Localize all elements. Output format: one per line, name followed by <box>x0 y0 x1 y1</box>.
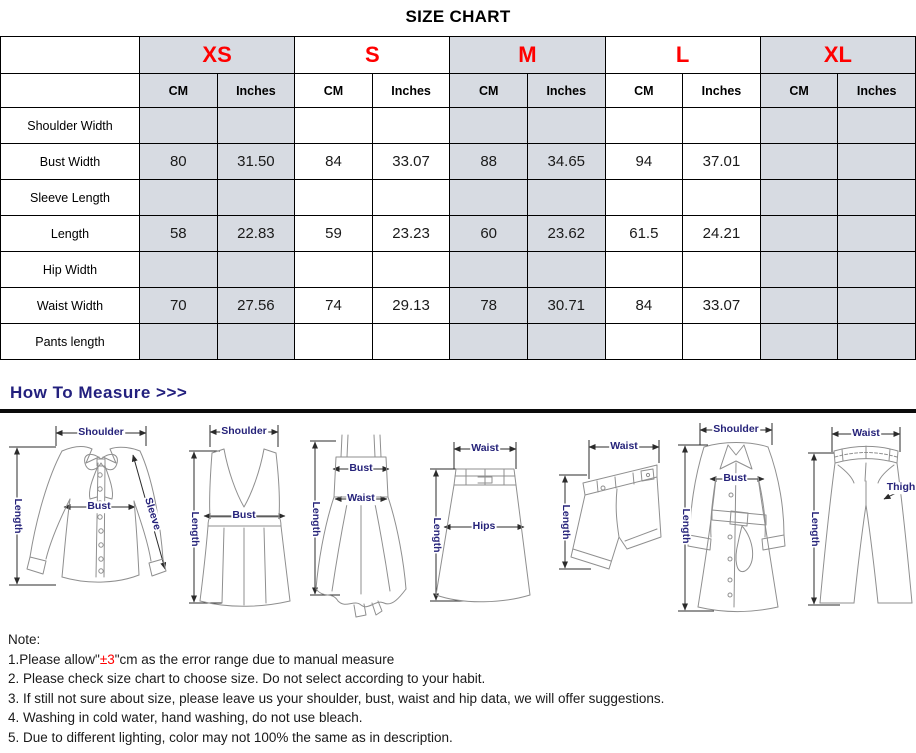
label-shoulder: Shoulder <box>713 423 759 436</box>
label-hips: Hips <box>472 520 496 533</box>
label-thigh: Thigh <box>886 481 916 494</box>
table-cell <box>295 108 373 144</box>
how-to-measure-heading: How To Measure >>> <box>10 383 188 402</box>
table-cell <box>140 108 218 144</box>
table-cell <box>450 252 528 288</box>
table-cell <box>760 252 838 288</box>
unit-header-inches: Inches <box>372 74 450 108</box>
table-cell <box>683 324 761 360</box>
dress-sketch <box>306 419 416 619</box>
table-row <box>1 324 916 360</box>
table-cell: 29.13 <box>372 288 450 324</box>
table-cell <box>760 180 838 216</box>
label-waist: Waist <box>471 442 499 455</box>
table-cell <box>760 216 838 252</box>
label-length: Length <box>808 511 821 547</box>
table-cell <box>605 108 683 144</box>
table-cell <box>527 108 605 144</box>
label-waist: Waist <box>852 427 880 440</box>
figure-pants <box>804 419 916 619</box>
table-cell <box>217 180 295 216</box>
table-cell <box>372 180 450 216</box>
table-cell <box>527 180 605 216</box>
unit-header-inches: Inches <box>683 74 761 108</box>
size-header-row <box>1 37 916 74</box>
table-cell: 24.21 <box>683 216 761 252</box>
table-cell <box>760 324 838 360</box>
table-cell <box>527 252 605 288</box>
corner-cell <box>1 74 140 108</box>
unit-header-inches: Inches <box>217 74 295 108</box>
notes-heading: Note: <box>8 632 41 647</box>
table-row <box>1 216 916 252</box>
row-label: Sleeve Length <box>1 180 140 216</box>
figure-blouse <box>4 419 182 619</box>
table-cell <box>140 180 218 216</box>
row-label: Pants length <box>1 324 140 360</box>
figure-tank-top <box>186 419 304 619</box>
table-cell <box>450 180 528 216</box>
table-cell <box>295 252 373 288</box>
table-cell: 23.23 <box>372 216 450 252</box>
figure-shorts <box>545 419 665 619</box>
size-header-xl: XL <box>760 37 915 74</box>
table-cell <box>838 108 916 144</box>
table-row <box>1 252 916 288</box>
table-cell <box>450 108 528 144</box>
unit-header-cm: CM <box>605 74 683 108</box>
table-row <box>1 180 916 216</box>
table-cell <box>450 324 528 360</box>
label-length: Length <box>430 517 443 553</box>
label-sleeve: Sleeve <box>142 496 164 532</box>
table-cell <box>838 252 916 288</box>
table-cell <box>605 252 683 288</box>
size-header-m: M <box>450 37 605 74</box>
unit-header-inches: Inches <box>527 74 605 108</box>
table-cell: 88 <box>450 144 528 180</box>
page-title: SIZE CHART <box>405 7 511 26</box>
size-header-s: S <box>295 37 450 74</box>
table-cell <box>760 108 838 144</box>
unit-header-cm: CM <box>140 74 218 108</box>
unit-header-inches: Inches <box>838 74 916 108</box>
note-line-4: 4. Washing in cold water, hand washing, do not use bleach. <box>8 710 363 725</box>
notes-section <box>0 630 916 747</box>
table-cell: 70 <box>140 288 218 324</box>
label-length: Length <box>679 508 692 544</box>
table-cell <box>605 324 683 360</box>
table-cell: 31.50 <box>217 144 295 180</box>
unit-header-cm: CM <box>760 74 838 108</box>
table-cell: 60 <box>450 216 528 252</box>
note-line-3: 3. If still not sure about size, please leave us your shoulder, bust, waist and hip data, we will offer suggestions. <box>8 690 665 706</box>
table-cell: 84 <box>295 144 373 180</box>
table-cell <box>217 252 295 288</box>
table-cell <box>838 180 916 216</box>
size-chart-table <box>0 36 916 360</box>
label-shoulder: Shoulder <box>221 425 267 438</box>
label-length: Length <box>559 504 572 540</box>
label-bust: Bust <box>87 500 111 513</box>
table-cell: 27.56 <box>217 288 295 324</box>
table-cell <box>760 144 838 180</box>
table-cell: 59 <box>295 216 373 252</box>
table-cell: 94 <box>605 144 683 180</box>
table-cell: 37.01 <box>683 144 761 180</box>
note-line-2: 2. Please check size chart to choose size. Do not select according to your habit. <box>8 671 486 686</box>
table-cell: 61.5 <box>605 216 683 252</box>
corner-cell <box>1 37 140 74</box>
table-cell <box>217 324 295 360</box>
table-cell <box>838 144 916 180</box>
note-line-5: 5. Due to different lighting, color may not 100% the same as in description. <box>8 729 453 745</box>
table-cell <box>683 180 761 216</box>
size-header-l: L <box>605 37 760 74</box>
table-cell <box>295 180 373 216</box>
table-cell: 33.07 <box>372 144 450 180</box>
table-row <box>1 108 916 144</box>
label-waist: Waist <box>347 492 375 505</box>
table-cell <box>140 324 218 360</box>
row-label: Waist Width <box>1 288 140 324</box>
label-length: Length <box>11 498 24 534</box>
table-cell: 58 <box>140 216 218 252</box>
table-cell <box>372 324 450 360</box>
section-divider <box>0 409 916 413</box>
table-cell <box>760 288 838 324</box>
table-cell: 80 <box>140 144 218 180</box>
size-header-xs: XS <box>140 37 295 74</box>
table-row <box>1 144 916 180</box>
pants-sketch <box>804 419 916 619</box>
table-cell <box>605 180 683 216</box>
unit-header-cm: CM <box>295 74 373 108</box>
label-bust: Bust <box>232 509 256 522</box>
label-bust: Bust <box>723 472 747 485</box>
label-bust: Bust <box>349 462 373 475</box>
table-cell: 34.65 <box>527 144 605 180</box>
unit-header-cm: CM <box>450 74 528 108</box>
label-waist: Waist <box>610 440 638 453</box>
table-cell <box>372 108 450 144</box>
table-cell <box>140 252 218 288</box>
row-label: Bust Width <box>1 144 140 180</box>
note-line-1: 1.Please allow"±3"cm as the error range due to manual measure <box>8 651 395 667</box>
table-cell <box>838 324 916 360</box>
table-cell: 33.07 <box>683 288 761 324</box>
label-length: Length <box>309 501 322 537</box>
table-cell <box>838 288 916 324</box>
table-cell: 84 <box>605 288 683 324</box>
figure-dress <box>306 419 416 619</box>
label-length: Length <box>188 511 201 547</box>
table-cell: 22.83 <box>217 216 295 252</box>
row-label: Length <box>1 216 140 252</box>
table-cell: 74 <box>295 288 373 324</box>
row-label: Hip Width <box>1 252 140 288</box>
row-label: Shoulder Width <box>1 108 140 144</box>
table-cell: 30.71 <box>527 288 605 324</box>
size-table-body <box>1 108 916 360</box>
figure-skirt <box>424 419 542 619</box>
table-row <box>1 288 916 324</box>
table-cell: 78 <box>450 288 528 324</box>
table-cell <box>683 108 761 144</box>
table-cell <box>683 252 761 288</box>
label-shoulder: Shoulder <box>78 426 124 439</box>
table-cell <box>217 108 295 144</box>
measure-figures <box>0 415 916 621</box>
figure-coat <box>668 419 803 619</box>
unit-header-row <box>1 74 916 108</box>
error-range-highlight: ±3 <box>99 651 115 667</box>
table-cell <box>372 252 450 288</box>
table-cell <box>838 216 916 252</box>
table-cell: 23.62 <box>527 216 605 252</box>
table-cell <box>527 324 605 360</box>
table-cell <box>295 324 373 360</box>
